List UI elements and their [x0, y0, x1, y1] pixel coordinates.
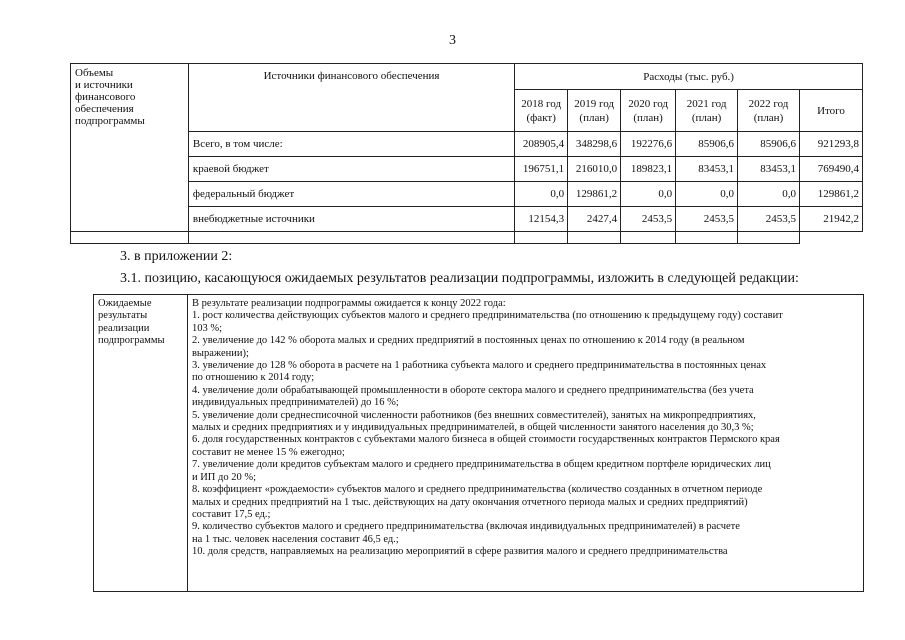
list-item: 4. увеличение доли обрабатывающей промышленности в обороте сектора малого и среднего предпринимательства (без учета индивидуальных предпринимателей) до 16 %;	[191, 384, 754, 409]
list-item: 8. коэффициент «рождаемости» субъектов малого и среднего предпринимательства (количество созданных в отчетном периоде малых и средних предприятий на 1 тыс. действующих на дату окончания отчетного периода малых и средних предприятий) составит 17,5 ед.;	[191, 484, 763, 520]
value-cell: 196751,1	[515, 157, 568, 182]
value-cell: 192276,6	[621, 132, 676, 157]
value-cell: 85906,6	[738, 132, 800, 157]
value-cell: 2427,4	[568, 207, 621, 232]
value-cell: 921293,8	[799, 132, 862, 157]
financing-label-line: обеспечения	[75, 103, 134, 115]
source-label: федеральный бюджет	[188, 182, 514, 207]
year-header: 2020 год (план)	[621, 90, 676, 132]
value-cell: 189823,1	[621, 157, 676, 182]
value-cell: 129861,2	[568, 182, 621, 207]
list-item: 5. увеличение доли среднесписочной численности работников (без внешних совместителей), занятых на микропредприятиях, малых и средних предприятиях и у индивидуальных предпринимателей, в общей численности занятого населения до 30,3 %;	[191, 409, 756, 434]
year-header: 2019 год (план)	[568, 90, 621, 132]
results-table	[93, 294, 864, 592]
financing-row-label	[71, 64, 189, 232]
value-cell: 0,0	[515, 182, 568, 207]
list-item: 6. доля государственных контрактов с субъектами малого бизнеса в общей стоимости государственных контрактов Пермского края составит не менее 15 % ежегодно;	[191, 434, 780, 458]
results-intro: В результате реализации подпрограммы ожидается к концу 2022 года:	[191, 298, 506, 309]
financing-label-line: подпрограммы	[75, 115, 145, 127]
table-spacer-cell	[621, 232, 676, 244]
value-cell: 21942,2	[799, 207, 862, 232]
list-item: 1. рост количества действующих субъектов малого и среднего предпринимательства (по отношению к предыдущему году) составит 103 %;	[191, 310, 783, 334]
financing-label-line: Объемы	[75, 67, 114, 79]
table-row	[71, 207, 863, 232]
table-row	[71, 157, 863, 182]
subsection-heading: 3.1. позицию, касающуюся ожидаемых результатов реализации подпрограммы, изложить в следующей редакции:	[120, 271, 799, 286]
page-number: 3	[449, 33, 456, 48]
list-item: 9. количество субъектов малого и среднего предпринимательства (включая индивидуальных предпринимателей) в расчете на 1 тыс. человек населения составит 46,5 ед.;	[191, 521, 740, 545]
section-heading: 3. в приложении 2:	[120, 249, 233, 264]
year-header: 2021 год (план)	[676, 90, 738, 132]
table-spacer-cell	[515, 232, 568, 244]
source-label: краевой бюджет	[188, 157, 514, 182]
list-item: 10. доля средств, направляемых на реализацию мероприятий в сфере развития малого и среднего предпринимательства	[191, 546, 728, 558]
financing-label-line: и источники	[75, 79, 133, 91]
table-spacer-cell	[71, 232, 189, 244]
value-cell: 0,0	[621, 182, 676, 207]
value-cell: 2453,5	[621, 207, 676, 232]
value-cell: 348298,6	[568, 132, 621, 157]
value-cell: 83453,1	[676, 157, 738, 182]
results-label-line: Ожидаемые	[98, 298, 152, 309]
results-body	[187, 295, 863, 592]
table-spacer-cell	[738, 232, 800, 244]
value-cell: 129861,2	[799, 182, 862, 207]
financing-table	[70, 63, 863, 244]
year-header: 2018 год (факт)	[515, 90, 568, 132]
value-cell: 2453,5	[738, 207, 800, 232]
year-header: 2022 год (план)	[738, 90, 800, 132]
results-label-line: результаты	[98, 310, 148, 322]
list-item: 2. увеличение до 142 % оборота малых и средних предприятий в постоянных ценах по отношению к 2014 году (в реальном выражении);	[191, 335, 745, 359]
list-item: 3. увеличение до 128 % оборота в расчете на 1 работника субъекта малого и среднего предпринимательства в постоянных ценах по отношению к 2014 году;	[191, 360, 767, 384]
table-row	[71, 132, 863, 157]
value-cell: 85906,6	[676, 132, 738, 157]
table-row	[71, 182, 863, 207]
total-header: Итого	[799, 90, 862, 132]
financing-label-line: финансового	[75, 91, 136, 103]
table-spacer-cell	[188, 232, 514, 244]
value-cell: 0,0	[738, 182, 800, 207]
sources-header: Источники финансового обеспечения	[188, 64, 514, 132]
value-cell: 0,0	[676, 182, 738, 207]
results-label-line: реализации	[98, 322, 150, 334]
source-label: Всего, в том числе:	[188, 132, 514, 157]
expenses-header: Расходы (тыс. руб.)	[515, 64, 863, 90]
value-cell: 12154,3	[515, 207, 568, 232]
value-cell: 208905,4	[515, 132, 568, 157]
list-item: 7. увеличение доли кредитов субъектам малого и среднего предпринимательства в общем кредитном портфеле юридических лиц и ИП до 20 %;	[191, 459, 771, 483]
table-spacer-cell	[568, 232, 621, 244]
table-spacer-cell	[676, 232, 738, 244]
value-cell: 2453,5	[676, 207, 738, 232]
results-label-line: подпрограммы	[98, 335, 165, 347]
value-cell: 769490,4	[799, 157, 862, 182]
source-label: внебюджетные источники	[188, 207, 514, 232]
value-cell: 83453,1	[738, 157, 800, 182]
results-label	[94, 295, 188, 592]
value-cell: 216010,0	[568, 157, 621, 182]
